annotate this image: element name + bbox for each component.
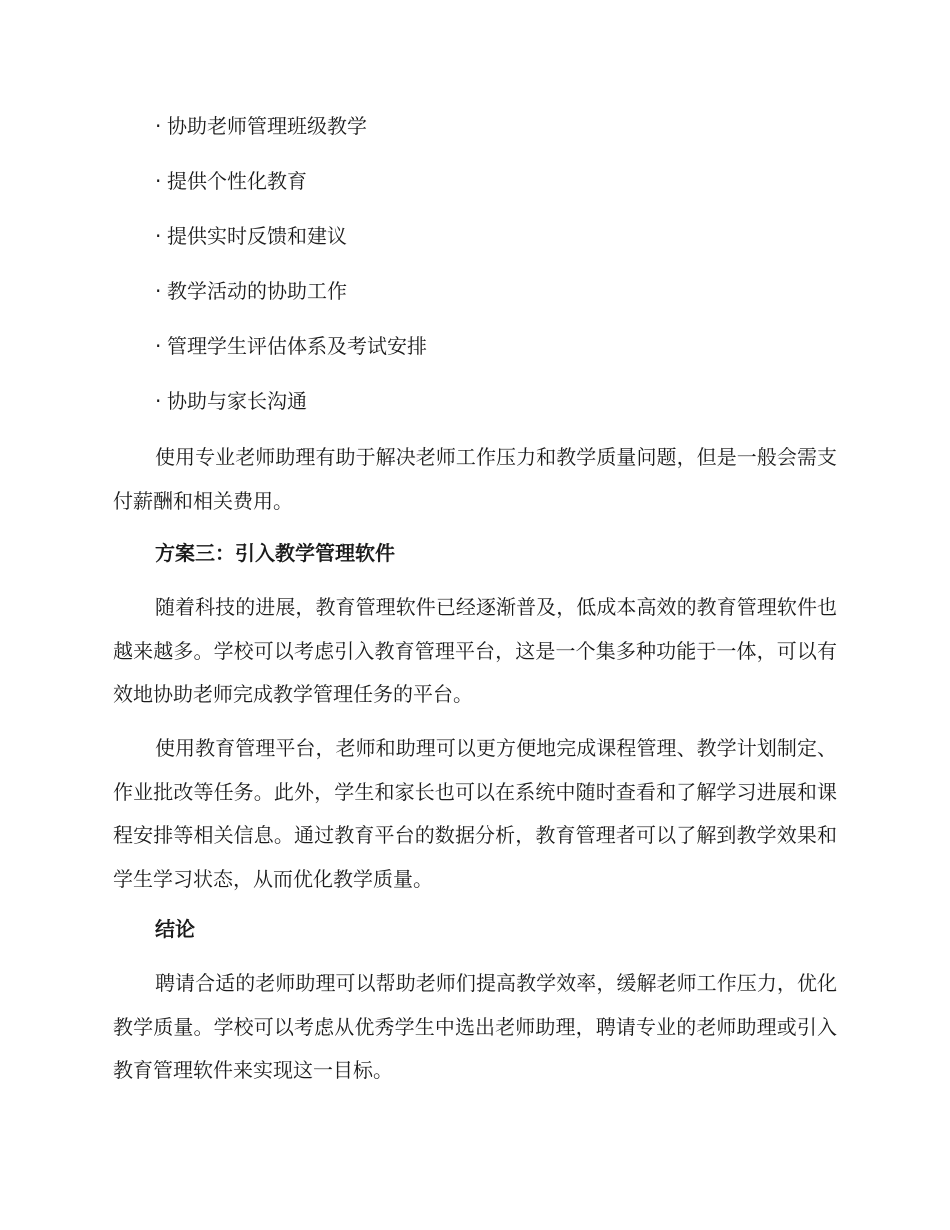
- bullet-item: [155, 167, 307, 195]
- bullet-item: [155, 387, 307, 415]
- bullet-marker: ·: [155, 224, 162, 248]
- bullet-item: [155, 112, 367, 140]
- bullet-marker: ·: [155, 389, 162, 413]
- paragraph-assistant-cost: 使用专业老师助理有助于解决老师工作压力和教学质量问题，但是一般会需支付薪酬和相关费用。: [113, 445, 837, 513]
- bullet-marker: ·: [155, 114, 162, 138]
- bullet-item: [155, 277, 347, 305]
- paragraph-conclusion: 聘请合适的老师助理可以帮助老师们提高教学效率，缓解老师工作压力，优化教学质量。学校可以考虑从优秀学生中选出老师助理，聘请专业的老师助理或引入教育管理软件来实现这一目标。: [113, 971, 837, 1082]
- bullet-marker: ·: [155, 334, 162, 358]
- bullet-marker: ·: [155, 169, 162, 193]
- bullet-text: 提供个性化教育: [167, 169, 307, 193]
- bullet-text: 提供实时反馈和建议: [167, 224, 347, 248]
- section-heading-conclusion: 结论: [155, 917, 195, 941]
- bullet-text: 管理学生评估体系及考试安排: [167, 334, 427, 358]
- section-heading-plan3: 方案三：引入教学管理软件: [155, 541, 395, 565]
- bullet-marker: ·: [155, 279, 162, 303]
- bullet-item: [155, 332, 427, 360]
- paragraph-plan3-intro: 随着科技的进展，教育管理软件已经逐渐普及，低成本高效的教育管理软件也越来越多。学校可以考虑引入教育管理平台，这是一个集多种功能于一体，可以有效地协助老师完成教学管理任务的平台。: [113, 595, 837, 706]
- bullet-item: [155, 222, 347, 250]
- bullet-text: 协助老师管理班级教学: [167, 114, 367, 138]
- bullet-text: 教学活动的协助工作: [167, 279, 347, 303]
- paragraph-plan3-usage: 使用教育管理平台，老师和助理可以更方便地完成课程管理、教学计划制定、作业批改等任务。此外，学生和家长也可以在系统中随时查看和了解学习进展和课程安排等相关信息。通过教育平台的数据分析，教育管理者可以了解到教学效果和学生学习状态，从而优化教学质量。: [113, 736, 837, 891]
- bullet-text: 协助与家长沟通: [167, 389, 307, 413]
